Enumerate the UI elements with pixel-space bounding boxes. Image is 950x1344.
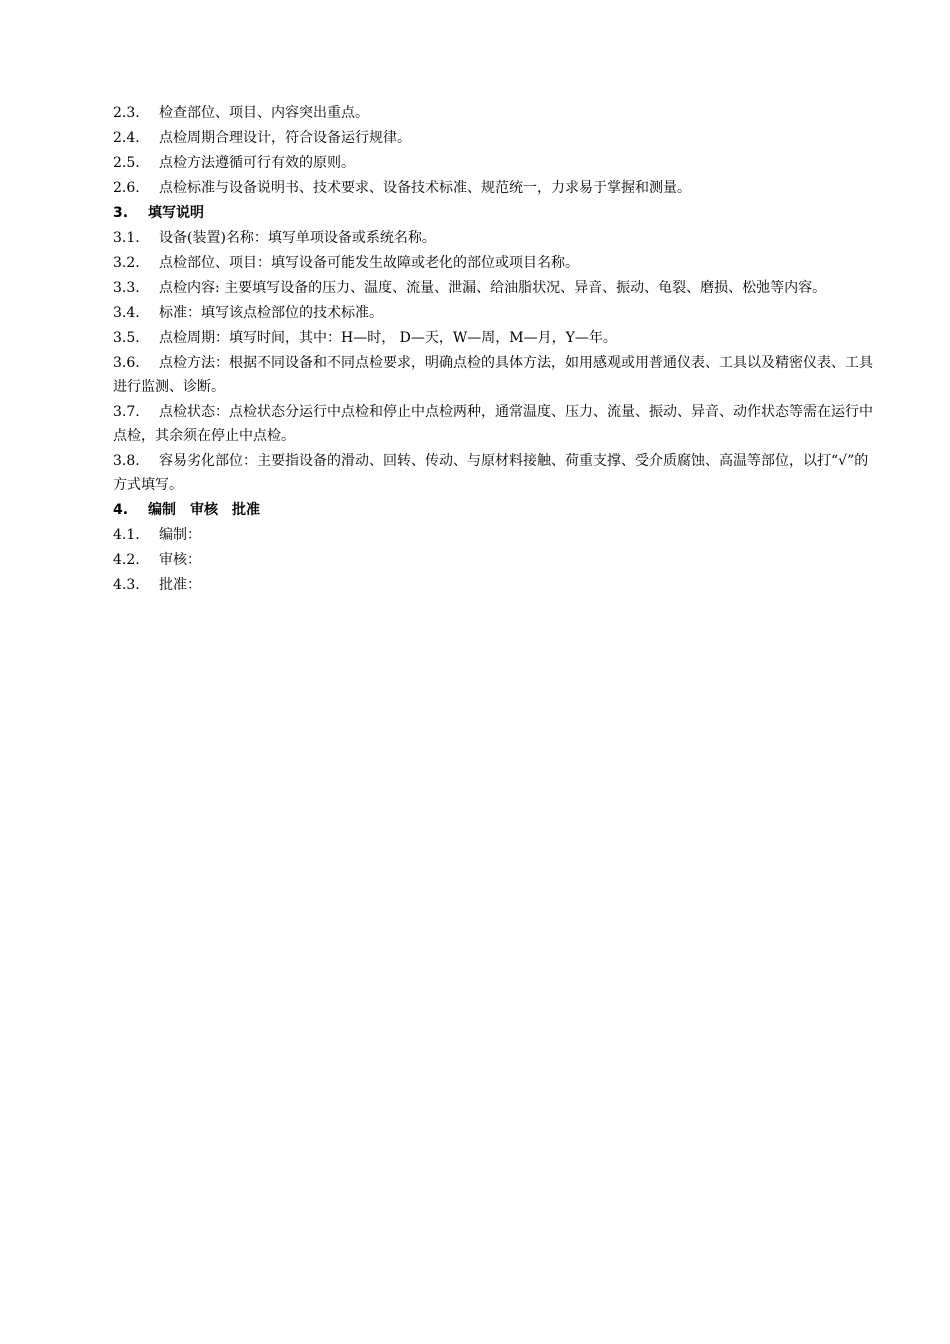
item-number: 3.5. <box>113 330 140 346</box>
item-text: 点检方法：根据不同设备和不同点检要求，明确点检的具体方法，如用感观或用普通仪表、工具以及精密仪表、工具进行监测、诊断。 <box>113 355 873 395</box>
item-number: 3.8. <box>113 453 140 469</box>
item-number: 3.7. <box>113 404 140 420</box>
item-number: 2.5. <box>113 155 140 171</box>
item-3-7 <box>113 400 878 448</box>
item-text: 容易劣化部位：主要指设备的滑动、回转、传动、与原材料接触、荷重支撑、受介质腐蚀、高温等部位，以打“√”的方式填写。 <box>113 453 869 493</box>
item-text: 点检部位、项目：填写设备可能发生故障或老化的部位或项目名称。 <box>159 255 579 271</box>
section-title: 填写说明 <box>148 205 204 221</box>
item-number: 2.4. <box>113 130 140 146</box>
item-text: 标准：填写该点检部位的技术标准。 <box>159 305 383 321</box>
item-number: 3.6. <box>113 355 140 371</box>
item-2-6 <box>113 176 878 201</box>
item-text: 点检标准与设备说明书、技术要求、设备技术标准、规范统一，力求易于掌握和测量。 <box>159 180 691 196</box>
item-number: 3.1. <box>113 230 140 246</box>
section-number: 4. <box>113 502 129 518</box>
item-number: 2.3. <box>113 105 140 121</box>
item-2-4 <box>113 126 878 151</box>
item-text: 编制： <box>159 527 201 543</box>
item-number: 3.2. <box>113 255 140 271</box>
section-3-heading <box>113 201 878 226</box>
item-text: 点检周期：填写时间，其中：H—时， D—天，W—周，M—月，Y—年。 <box>159 330 617 346</box>
item-3-6 <box>113 351 878 399</box>
item-text: 批准： <box>159 577 201 593</box>
item-number: 4.1. <box>113 527 140 543</box>
item-4-3 <box>113 573 878 598</box>
item-text: 设备(装置)名称：填写单项设备或系统名称。 <box>159 230 436 246</box>
item-number: 3.4. <box>113 305 140 321</box>
item-number: 4.2. <box>113 552 140 568</box>
item-4-2 <box>113 548 878 573</box>
item-text: 审核： <box>159 552 201 568</box>
item-3-8 <box>113 449 878 497</box>
section-4-heading <box>113 498 878 523</box>
item-number: 2.6. <box>113 180 140 196</box>
item-number: 3.3. <box>113 280 140 296</box>
item-3-5 <box>113 326 878 351</box>
section-title: 编制 审核 批准 <box>148 502 260 518</box>
item-text: 检查部位、项目、内容突出重点。 <box>159 105 369 121</box>
item-3-2 <box>113 251 878 276</box>
item-3-1 <box>113 226 878 251</box>
item-text: 点检周期合理设计，符合设备运行规律。 <box>159 130 411 146</box>
item-3-3 <box>113 276 878 300</box>
item-text: 点检内容: 主要填写设备的压力、温度、流量、泄漏、给油脂状况、异音、振动、龟裂、磨损、松弛等内容。 <box>159 280 827 296</box>
item-2-3 <box>113 101 878 126</box>
item-text: 点检状态：点检状态分运行中点检和停止中点检两种，通常温度、压力、流量、振动、异音、动作状态等需在运行中点检，其余须在停止中点检。 <box>113 404 873 444</box>
item-2-5 <box>113 151 878 176</box>
item-text: 点检方法遵循可行有效的原则。 <box>159 155 355 171</box>
item-3-4 <box>113 301 878 326</box>
section-number: 3. <box>113 205 129 221</box>
item-4-1 <box>113 523 878 548</box>
document-body <box>113 101 878 598</box>
item-number: 4.3. <box>113 577 140 593</box>
